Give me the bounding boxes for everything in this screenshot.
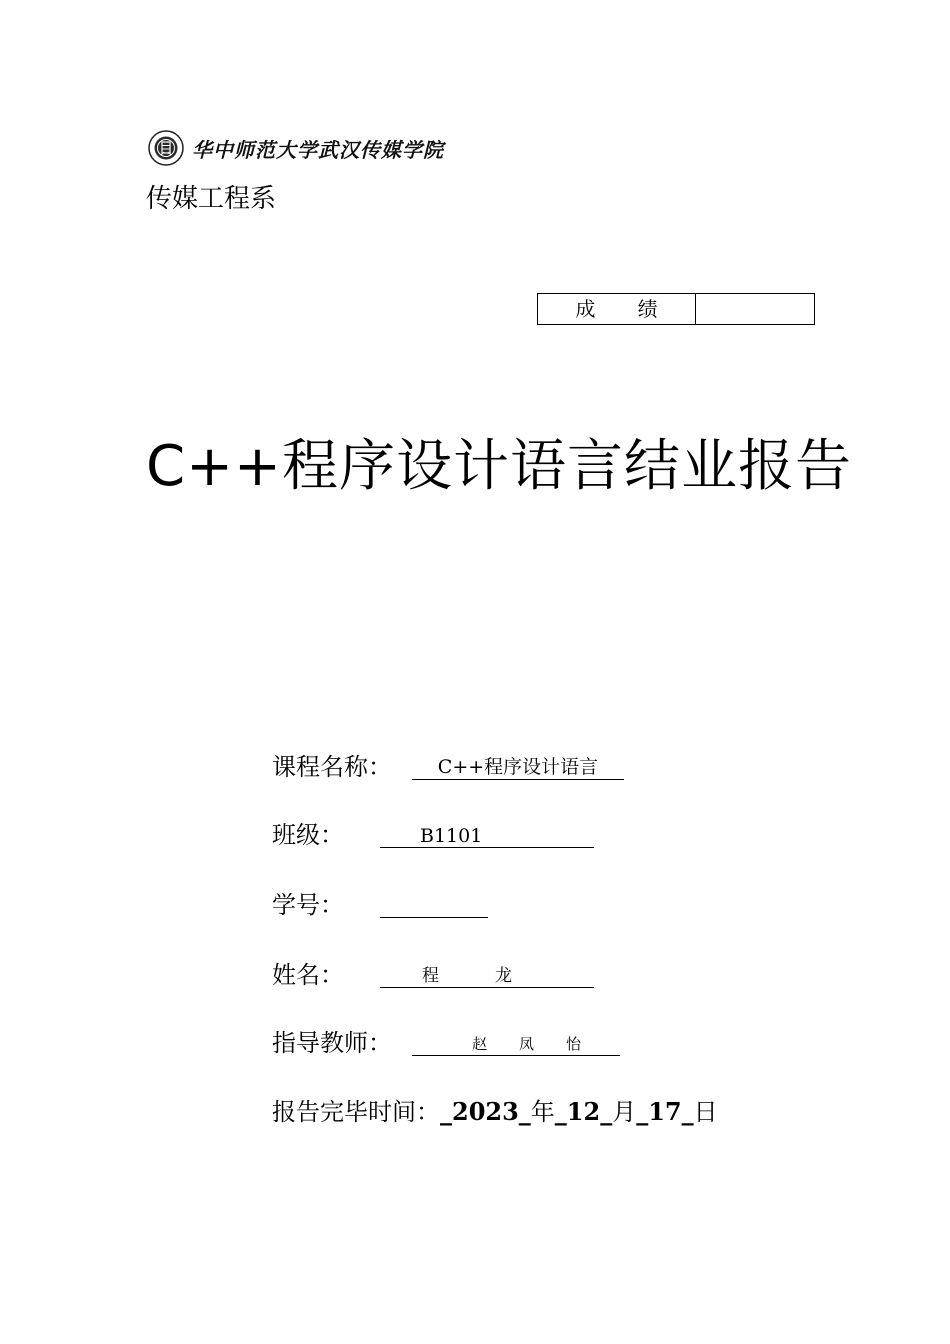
date-year-unit: 年 [530, 1098, 555, 1126]
class-label: 班级： [272, 821, 344, 849]
student-id-value [380, 893, 488, 918]
class-value: B1101 [380, 824, 594, 848]
date-year: 2023 [452, 1097, 519, 1126]
name-value: 程龙 [380, 964, 594, 988]
date-day: 17 [648, 1097, 682, 1126]
completion-date-row [272, 1097, 718, 1127]
name-row [272, 960, 594, 990]
date-month-unit: 月 [612, 1098, 637, 1126]
name-label: 姓名： [272, 961, 344, 989]
university-header [148, 128, 444, 168]
completion-date: 报告完毕时间：_2023_年_12_月_17_日 [272, 1097, 718, 1126]
course-label: 课程名称： [272, 753, 392, 781]
teacher-row [272, 1028, 620, 1058]
university-seal-icon [148, 130, 184, 166]
date-label: 报告完毕时间： [272, 1098, 440, 1126]
student-id-row [272, 890, 488, 920]
department-name: 传媒工程系 [146, 184, 277, 214]
class-row [272, 820, 594, 850]
report-title: C++程序设计语言结业报告 [146, 434, 852, 499]
university-name: 华中师范大学武汉传媒学院 [192, 137, 444, 162]
teacher-value: 赵凤怡 [412, 1032, 620, 1056]
score-value [696, 294, 814, 324]
course-row [272, 752, 624, 782]
score-box [537, 293, 815, 325]
score-label: 成 绩 [538, 294, 696, 324]
course-value: C++程序设计语言 [412, 755, 624, 780]
date-month: 12 [566, 1097, 601, 1126]
date-day-unit: 日 [693, 1098, 718, 1126]
teacher-label: 指导教师： [272, 1029, 392, 1057]
student-id-label: 学号： [272, 891, 344, 919]
